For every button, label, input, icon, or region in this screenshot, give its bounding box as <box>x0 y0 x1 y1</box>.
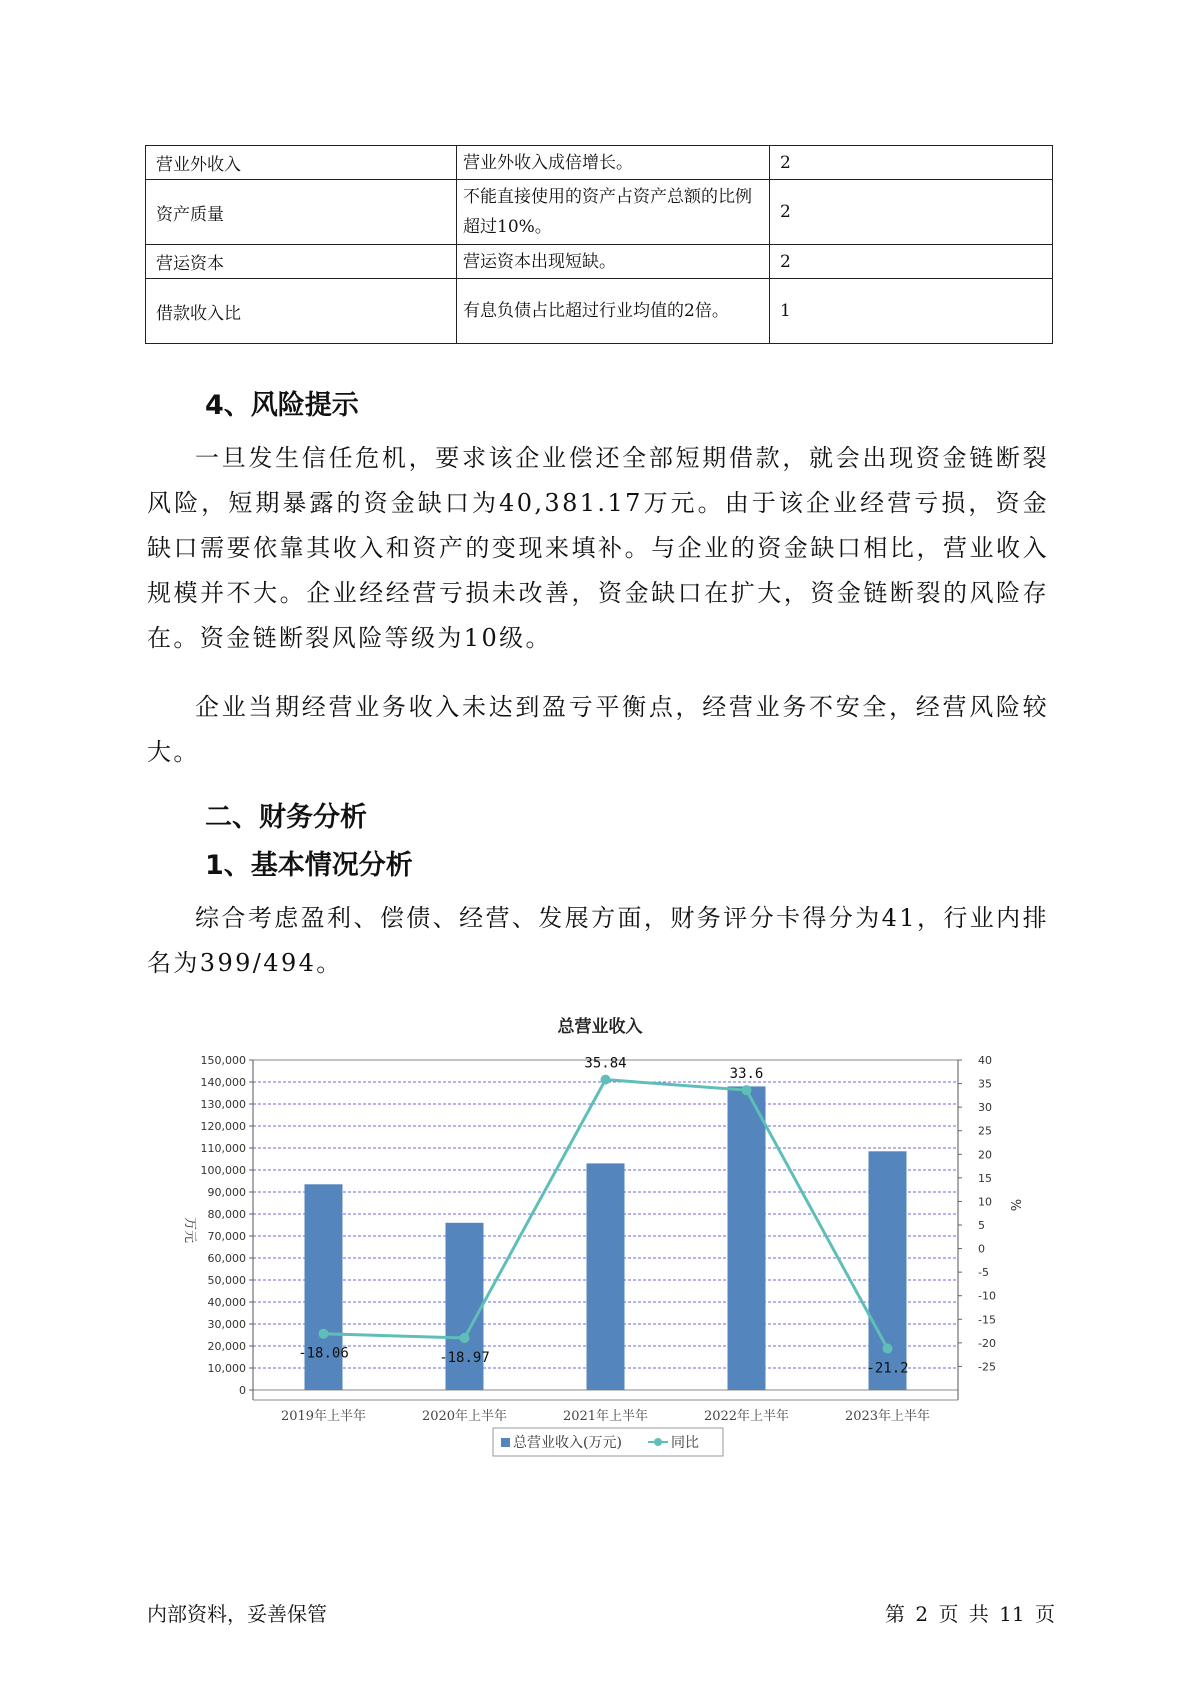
data-label: 35.84 <box>584 1055 627 1072</box>
footer-confidential-note: 内部资料，妥善保管 <box>147 1602 327 1626</box>
right-axis-title: % <box>1007 1198 1022 1212</box>
yoy-point <box>460 1333 470 1343</box>
legend-line-marker <box>654 1438 662 1446</box>
right-tick-label: 20 <box>978 1148 992 1162</box>
yoy-point <box>742 1085 752 1095</box>
chart-title: 总营业收入 <box>557 1017 643 1037</box>
table-cell-score: 1 <box>770 279 1053 344</box>
right-tick-label: 10 <box>978 1195 992 1209</box>
yoy-point <box>883 1344 893 1354</box>
table-cell-item: 借款收入比 <box>146 279 457 344</box>
right-tick-label: -10 <box>978 1289 996 1303</box>
bar <box>869 1151 907 1390</box>
table-cell-desc: 不能直接使用的资产占资产总额的比例超过10%。 <box>457 180 770 245</box>
x-tick-label: 2021年上半年 <box>562 1409 649 1424</box>
right-tick-label: 15 <box>978 1171 992 1185</box>
right-tick-label: -5 <box>978 1266 989 1280</box>
risk-paragraph-1: 一旦发生信任危机，要求该企业偿还全部短期借款，就会出现资金链断裂风险，短期暴露的资金缺口为40,381.17万元。由于该企业经营亏损，资金缺口需要依靠其收入和资产的变现来填补。与企业的资金缺口相比，营业收入规模并不大。企业经经营亏损未改善，资金缺口在扩大，资金链断裂的风险存在。资金链断裂风险等级为10级。 <box>147 444 1049 652</box>
legend-bar-swatch <box>501 1438 510 1447</box>
x-tick-label: 2023年上半年 <box>844 1409 931 1424</box>
data-label: -18.97 <box>439 1350 490 1367</box>
left-tick-label: 20,000 <box>207 1340 246 1353</box>
right-tick-label: -25 <box>978 1360 996 1374</box>
bar <box>587 1163 625 1390</box>
right-tick-label: -15 <box>978 1313 996 1327</box>
left-tick-label: 10,000 <box>207 1362 246 1375</box>
right-tick-label: -20 <box>978 1336 996 1350</box>
table-cell-desc: 营运资本出现短缺。 <box>457 245 770 279</box>
table-cell-score: 2 <box>770 146 1053 180</box>
data-label: -18.06 <box>298 1345 349 1362</box>
finance-heading: 二、财务分析 <box>205 802 367 833</box>
left-tick-label: 90,000 <box>207 1186 246 1199</box>
legend-line-label: 同比 <box>671 1435 699 1451</box>
yoy-point <box>319 1329 329 1339</box>
left-tick-label: 130,000 <box>200 1098 246 1111</box>
basic-paragraph: 综合考虑盈利、偿债、经营、发展方面，财务评分卡得分为41，行业内排名为399/494。 <box>147 904 1049 977</box>
table-cell-item: 营业外收入 <box>146 146 457 180</box>
left-tick-label: 0 <box>239 1384 246 1397</box>
table-row <box>146 245 1053 279</box>
risk-indicator-table <box>145 145 1053 344</box>
left-axis-title: 万元 <box>182 1216 197 1244</box>
right-tick-label: 5 <box>978 1219 985 1232</box>
table-cell-score: 2 <box>770 245 1053 279</box>
right-tick-label: 40 <box>978 1054 992 1067</box>
x-tick-label: 2020年上半年 <box>421 1409 508 1424</box>
table-row <box>146 180 1053 245</box>
left-tick-label: 80,000 <box>207 1208 246 1221</box>
table-row <box>146 279 1053 344</box>
left-tick-label: 120,000 <box>200 1120 246 1133</box>
table-row <box>146 146 1053 180</box>
table-cell-item: 资产质量 <box>146 180 457 245</box>
right-tick-label: 25 <box>978 1124 992 1138</box>
x-tick-label: 2019年上半年 <box>280 1409 367 1424</box>
table-cell-score: 2 <box>770 180 1053 245</box>
left-tick-label: 60,000 <box>207 1252 246 1265</box>
revenue-chart <box>0 1000 1191 1480</box>
left-tick-label: 140,000 <box>200 1076 246 1089</box>
footer-page-number: 第 2 页 共 11 页 <box>885 1602 1055 1626</box>
right-tick-label: 30 <box>978 1101 992 1115</box>
table-cell-item: 营运资本 <box>146 245 457 279</box>
left-tick-label: 150,000 <box>200 1054 246 1067</box>
left-tick-label: 30,000 <box>207 1318 246 1331</box>
right-tick-label: 35 <box>978 1077 992 1091</box>
bar <box>728 1086 766 1390</box>
yoy-point <box>601 1075 611 1085</box>
table-cell-desc: 有息负债占比超过行业均值的2倍。 <box>457 279 770 344</box>
risk-heading: 4、风险提示 <box>205 390 359 421</box>
x-tick-label: 2022年上半年 <box>703 1409 790 1424</box>
left-tick-label: 70,000 <box>207 1230 246 1243</box>
left-tick-label: 50,000 <box>207 1274 246 1287</box>
basic-heading: 1、基本情况分析 <box>205 850 413 881</box>
data-label: -21.2 <box>866 1360 909 1377</box>
data-label: 33.6 <box>729 1066 764 1083</box>
legend-bar-label: 总营业收入(万元) <box>513 1435 622 1451</box>
risk-paragraph-2: 企业当期经营业务收入未达到盈亏平衡点，经营业务不安全，经营风险较大。 <box>147 693 1049 766</box>
table-cell-desc: 营业外收入成倍增长。 <box>457 146 770 180</box>
left-tick-label: 40,000 <box>207 1296 246 1309</box>
right-tick-label: 0 <box>978 1242 985 1256</box>
left-tick-label: 110,000 <box>200 1142 246 1155</box>
left-tick-label: 100,000 <box>200 1164 246 1177</box>
